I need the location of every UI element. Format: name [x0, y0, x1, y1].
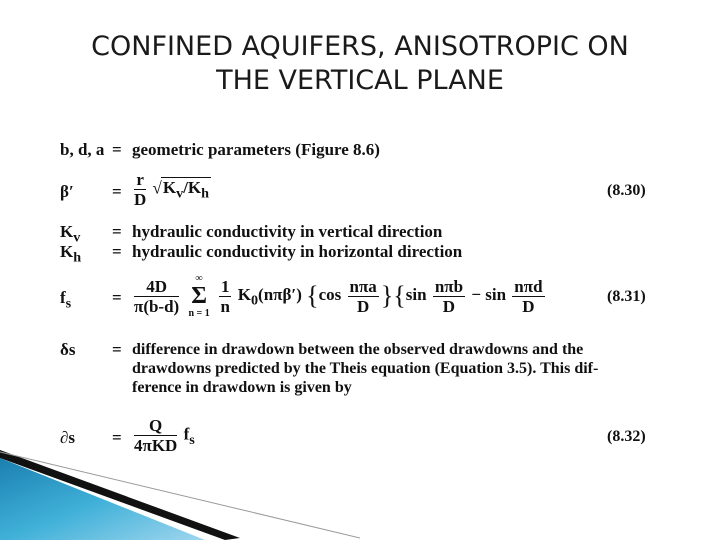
fraction-numerator: r [134, 170, 146, 190]
fraction-numerator: nπb [434, 276, 464, 296]
paragraph-line: difference in drawdown between the observed drawdowns and the [132, 341, 584, 358]
subscript-v: v [176, 185, 184, 202]
fraction-denominator: π(b-d) [134, 296, 180, 316]
slide-title [30, 30, 690, 98]
fraction-denominator: n [220, 296, 230, 316]
sin-label: sin [405, 284, 427, 304]
equals-sign: = [112, 288, 122, 307]
brace: } [380, 281, 394, 310]
fraction-numerator: Q [134, 416, 177, 436]
f-symbol: f [60, 288, 66, 307]
fraction-denominator: 4πKD [134, 436, 178, 455]
sin-label: sin [485, 284, 507, 304]
fraction-denominator: D [357, 296, 370, 316]
paragraph-line: ference in drawdown is given by [132, 379, 352, 396]
slash-k: /K [183, 178, 202, 198]
paragraph-line: drawdowns predicted by the Theis equation (Equation 3.5). This dif- [132, 360, 599, 377]
symbol-fs [60, 288, 71, 312]
sum-lower-limit: n = 1 [188, 308, 210, 319]
subscript: v [73, 229, 81, 246]
bessel-argument: (nπβ′) [258, 284, 302, 304]
equation-number: (8.30) [607, 182, 646, 199]
equation-number: (8.32) [607, 428, 646, 445]
brace: { [393, 281, 406, 310]
fraction-numerator: nπa [349, 276, 377, 296]
equals-sign: = [112, 428, 122, 447]
fraction [348, 277, 379, 316]
fraction [134, 277, 179, 316]
equals-sign: = [112, 140, 122, 159]
f-symbol: f [183, 424, 190, 444]
k-symbol: K [162, 178, 177, 198]
sum-upper-limit: ∞ [195, 273, 203, 284]
sqrt-content [161, 177, 211, 202]
definition-text: hydraulic conductivity in horizontal direction [132, 242, 463, 261]
fs-formula [132, 272, 547, 320]
fraction [433, 277, 465, 316]
definition-paragraph [132, 340, 652, 397]
equals-sign: = [112, 222, 122, 241]
fraction-denominator: D [522, 296, 535, 316]
symbol-partial-s: ∂s [60, 428, 76, 447]
equation-number: (8.31) [607, 288, 646, 305]
k-symbol: K [60, 242, 74, 261]
symbol-bda: b, d, a [60, 140, 105, 159]
definition-text: geometric parameters (Figure 8.6) [132, 140, 380, 159]
fraction-denominator: D [134, 190, 147, 209]
k-symbol: K [237, 284, 251, 304]
definition-text: hydraulic conductivity in vertical direction [132, 222, 443, 241]
symbol-beta: β′ [60, 182, 74, 201]
symbol-delta-s: δs [60, 340, 76, 359]
summation [188, 272, 209, 320]
subscript: h [73, 249, 82, 266]
fraction-denominator: D [442, 296, 456, 316]
corner-decoration [0, 430, 360, 540]
fraction [134, 170, 146, 209]
definition-fs [0, 272, 720, 328]
fraction-numerator: nπd [514, 276, 543, 296]
symbol-kh [60, 242, 81, 266]
fraction [219, 277, 232, 316]
fraction-numerator: 1 [220, 276, 230, 296]
definition-beta [0, 170, 720, 210]
k-symbol: K [60, 222, 74, 241]
fraction [512, 277, 544, 316]
subscript: s [189, 431, 195, 448]
sqrt-sign: √ [152, 178, 162, 198]
equals-sign: = [112, 340, 122, 359]
blue-wedge [0, 458, 205, 540]
beta-formula [132, 170, 211, 209]
fraction-numerator: 4D [134, 277, 179, 297]
minus-sign: − [471, 284, 481, 304]
subscript: 0 [250, 292, 259, 309]
subscript: s [65, 295, 72, 312]
cos-label: cos [318, 284, 342, 304]
equals-sign: = [112, 182, 122, 201]
title-line-2: THE VERTICAL PLANE [216, 65, 504, 96]
title-line-1: CONFINED AQUIFERS, ANISOTROPIC ON [91, 31, 629, 62]
sum-sign: Σ [191, 283, 207, 309]
brace: { [306, 281, 319, 310]
subscript-h: h [201, 185, 210, 202]
equals-sign: = [112, 242, 122, 261]
